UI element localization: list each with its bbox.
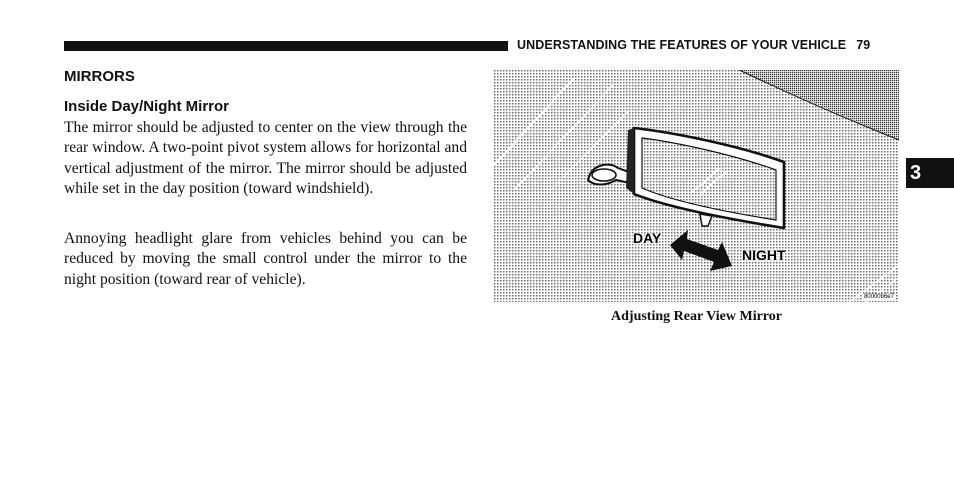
section-title: MIRRORS [64,68,135,85]
figure-code: 80000b6e7 [863,294,894,300]
chapter-title: UNDERSTANDING THE FEATURES OF YOUR VEHICLE [517,38,847,52]
mirror-illustration [494,70,899,302]
header-rule [64,41,508,51]
running-header [517,38,870,52]
body-paragraph: Annoying headlight glare from vehicles behind you can be reduced by moving the small control under the mirror to the night position (toward rear of vehicle). [64,230,467,288]
chapter-tab: 3 [906,158,954,188]
night-label: NIGHT [742,247,786,263]
body-paragraph: The mirror should be adjusted to center on the view through the rear window. A two-point pivot system allows for horizontal and vertical adjustment of the mirror. The mirror should be adjusted while set in the day position (toward windshield). [64,119,467,198]
mirror-drawing [494,70,899,302]
day-label: DAY [633,230,662,246]
page-number: 79 [856,38,871,52]
figure-caption: Adjusting Rear View Mirror [611,309,782,324]
subsection-title: Inside Day/Night Mirror [64,98,230,115]
